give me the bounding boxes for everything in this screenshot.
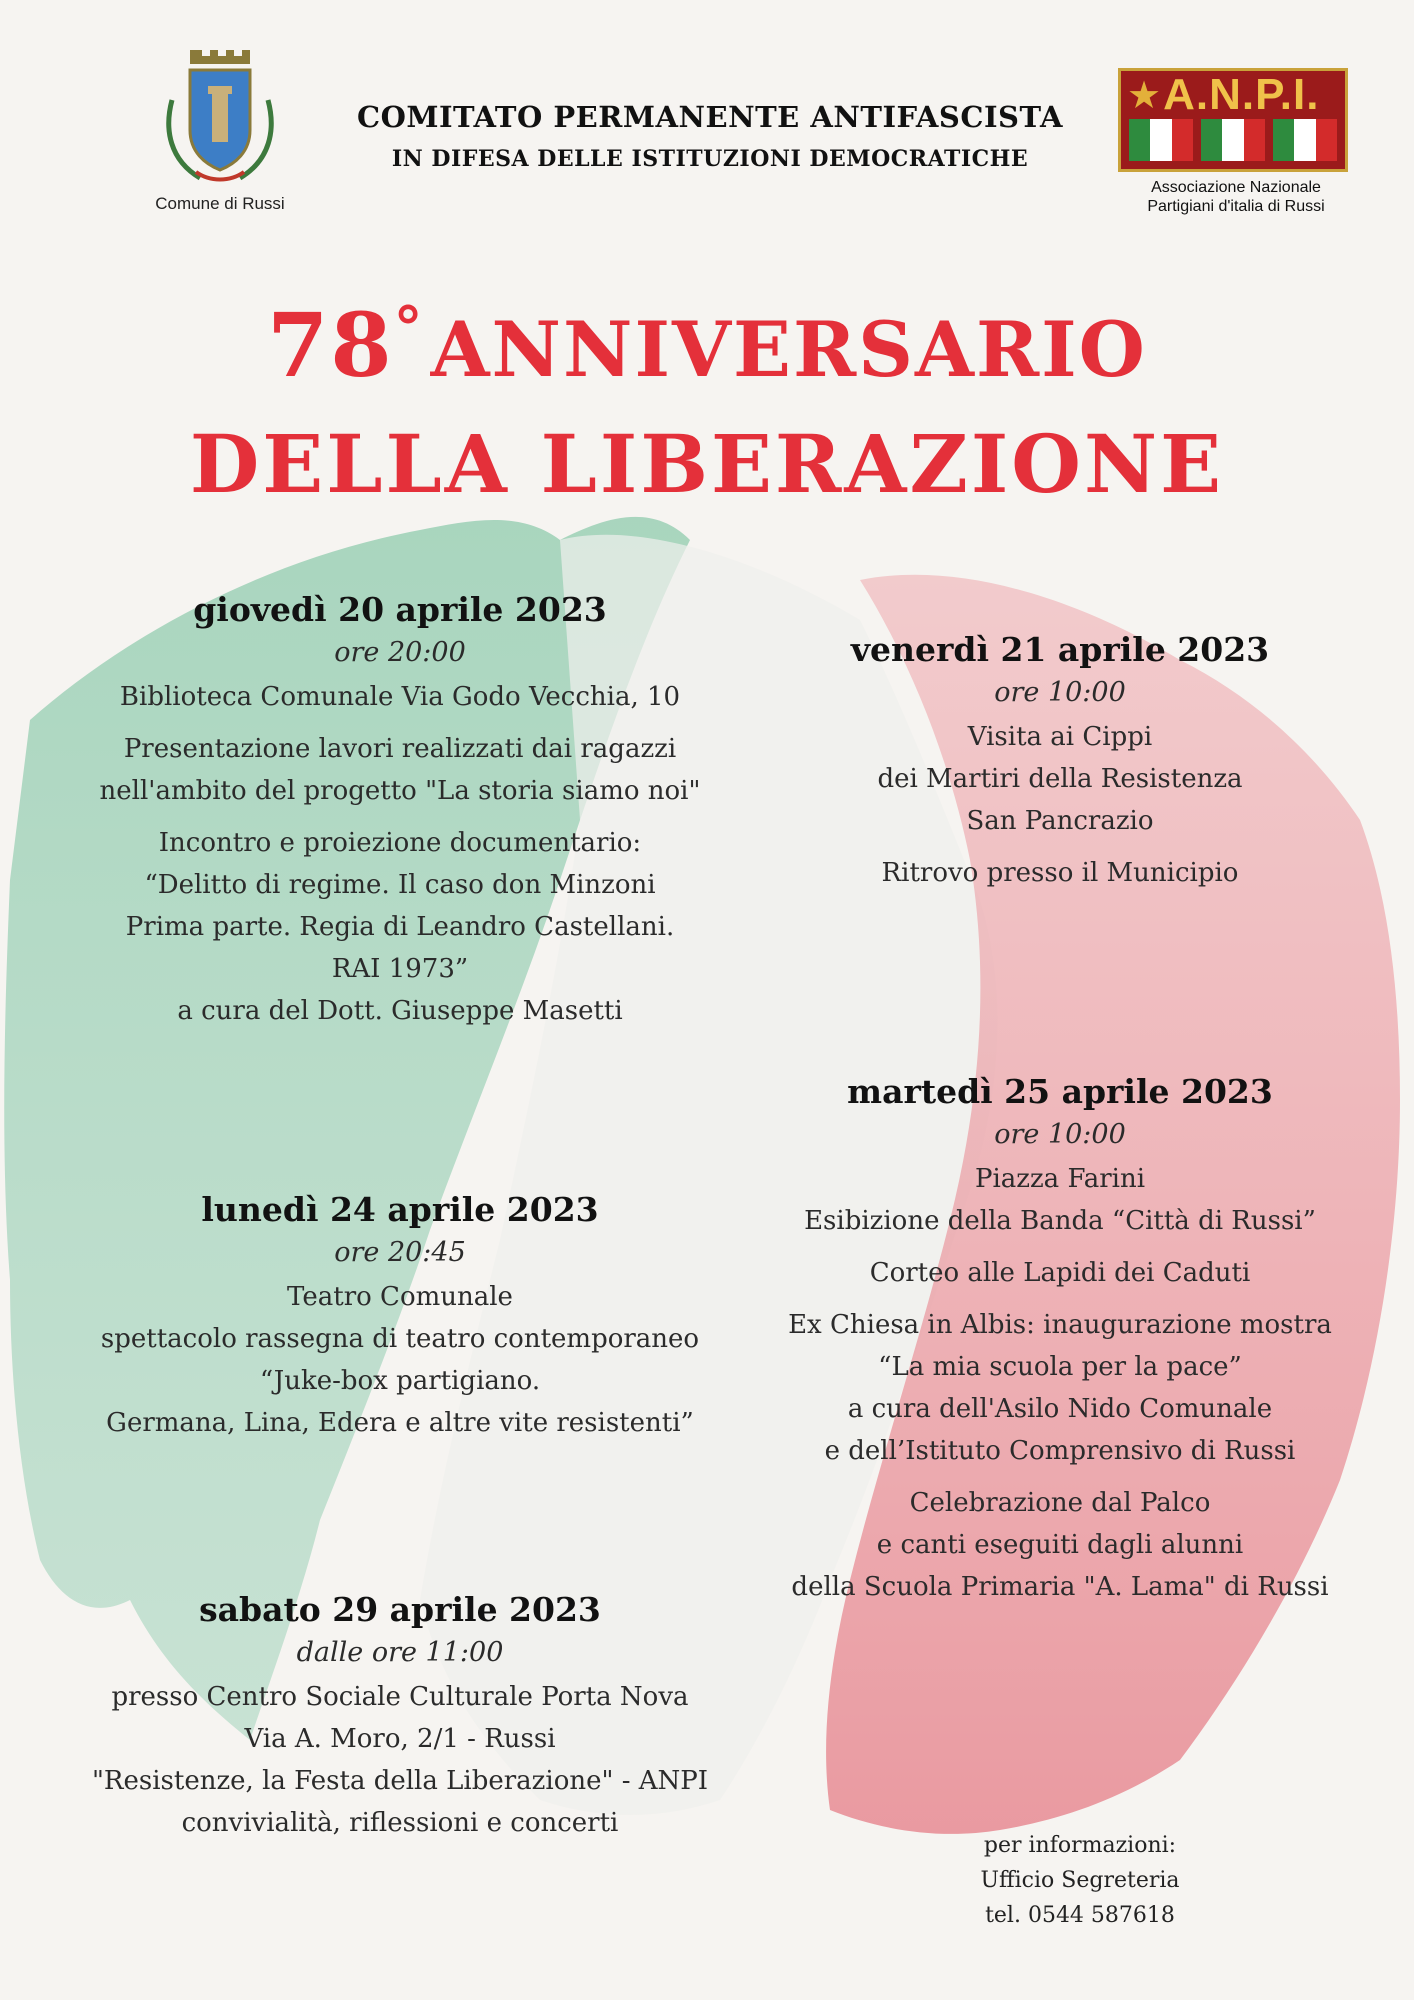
committee-heading — [320, 100, 1100, 172]
event-line: Teatro Comunale — [287, 1282, 513, 1312]
committee-line-2: IN DIFESA DELLE ISTITUZIONI DEMOCRATICHE — [391, 146, 1029, 172]
event-line: nell'ambito del progetto "La storia siamo noi" — [99, 776, 701, 806]
event-line: Ex Chiesa in Albis: inaugurazione mostra — [788, 1310, 1332, 1340]
left-logo-caption: Comune di Russi — [155, 194, 285, 213]
info-line-1: per informazioni: — [983, 1833, 1177, 1858]
event-line: Ritrovo presso il Municipio — [881, 858, 1239, 888]
anpi-badge — [1118, 68, 1348, 172]
contact-info — [930, 1828, 1230, 1933]
event-line: Biblioteca Comunale Via Godo Vecchia, 10 — [119, 682, 681, 712]
event-line: convivialità, riflessioni e concerti — [181, 1808, 619, 1838]
event-line: presso Centro Sociale Culturale Porta Nova — [111, 1682, 689, 1712]
event-date: giovedì 20 aprile 2023 — [193, 590, 607, 629]
event-line: e canti eseguiti dagli alunni — [876, 1530, 1244, 1560]
event-line: a cura del Dott. Giuseppe Masetti — [177, 996, 623, 1026]
event-line: Piazza Farini — [974, 1164, 1146, 1194]
poster-title — [60, 282, 1354, 514]
title-anniversario: ANNIVERSARIO — [430, 305, 1147, 394]
event-line: “Juke-box partigiano. — [259, 1366, 541, 1396]
info-line-2: Ufficio Segreteria — [980, 1868, 1180, 1893]
title-line-1 — [60, 282, 1354, 396]
event-date: lunedì 24 aprile 2023 — [201, 1190, 599, 1229]
event-line: Visita ai Cippi — [967, 722, 1153, 752]
event-line: Esibizione della Banda “Città di Russi” — [804, 1206, 1316, 1236]
italian-flags-icon — [1129, 119, 1337, 161]
star-icon: ★ — [1127, 73, 1162, 117]
event-date: venerdì 21 aprile 2023 — [850, 630, 1270, 669]
event-line: “La mia scuola per la pace” — [878, 1352, 1242, 1382]
event-line: Via A. Moro, 2/1 - Russi — [244, 1724, 556, 1754]
event-line: spettacolo rassegna di teatro contemporaneo — [100, 1324, 700, 1354]
event-line: Incontro e proiezione documentario: — [158, 828, 642, 858]
event-line: e dell’Istituto Comprensivo di Russi — [824, 1436, 1296, 1466]
event-date: sabato 29 aprile 2023 — [199, 1590, 601, 1629]
event-line: "Resistenze, la Festa della Liberazione" - ANPI — [91, 1766, 709, 1796]
event-sabato — [60, 1590, 740, 1844]
event-line: Corteo alle Lapidi dei Caduti — [869, 1258, 1251, 1288]
event-time: dalle ore 11:00 — [296, 1637, 504, 1668]
event-line: Prima parte. Regia di Leandro Castellani. — [125, 912, 675, 942]
anpi-logo-text: A.N.P.I. — [1163, 70, 1320, 119]
event-date: martedì 25 aprile 2023 — [847, 1072, 1273, 1111]
event-line: “Delitto di regime. Il caso don Minzoni — [144, 870, 656, 900]
event-line: della Scuola Primaria "A. Lama" di Russi — [791, 1572, 1329, 1602]
title-line-2: DELLA LIBERAZIONE — [189, 417, 1225, 511]
event-line: Celebrazione dal Palco — [909, 1488, 1211, 1518]
coat-of-arms-icon — [160, 40, 280, 190]
comune-di-russi-logo — [130, 40, 310, 240]
anpi-caption — [1118, 178, 1354, 216]
event-venerdi — [760, 630, 1360, 894]
event-line: San Pancrazio — [966, 806, 1154, 836]
event-time: ore 10:00 — [994, 1119, 1126, 1150]
event-line: RAI 1973” — [331, 954, 469, 984]
event-line: Germana, Lina, Edera e altre vite resistenti” — [106, 1408, 694, 1438]
anpi-caption-line-2: Partigiani d'italia di Russi — [1147, 198, 1325, 215]
committee-line-1: COMITATO PERMANENTE ANTIFASCISTA — [357, 100, 1063, 134]
anpi-logo — [1118, 68, 1354, 216]
event-martedi — [760, 1072, 1360, 1608]
event-time: ore 20:00 — [334, 637, 466, 668]
event-time: ore 10:00 — [994, 677, 1126, 708]
event-lunedi — [60, 1190, 740, 1444]
anpi-caption-line-1: Associazione Nazionale — [1151, 179, 1321, 196]
event-giovedi — [60, 590, 740, 1032]
info-phone: tel. 0544 587618 — [985, 1903, 1175, 1928]
event-time: ore 20:45 — [334, 1237, 466, 1268]
event-line: a cura dell'Asilo Nido Comunale — [847, 1394, 1273, 1424]
degree-symbol: ° — [393, 294, 425, 362]
event-line: dei Martiri della Resistenza — [877, 764, 1243, 794]
event-line: Presentazione lavori realizzati dai ragazzi — [123, 734, 677, 764]
anniversary-number: 78 — [267, 293, 394, 397]
